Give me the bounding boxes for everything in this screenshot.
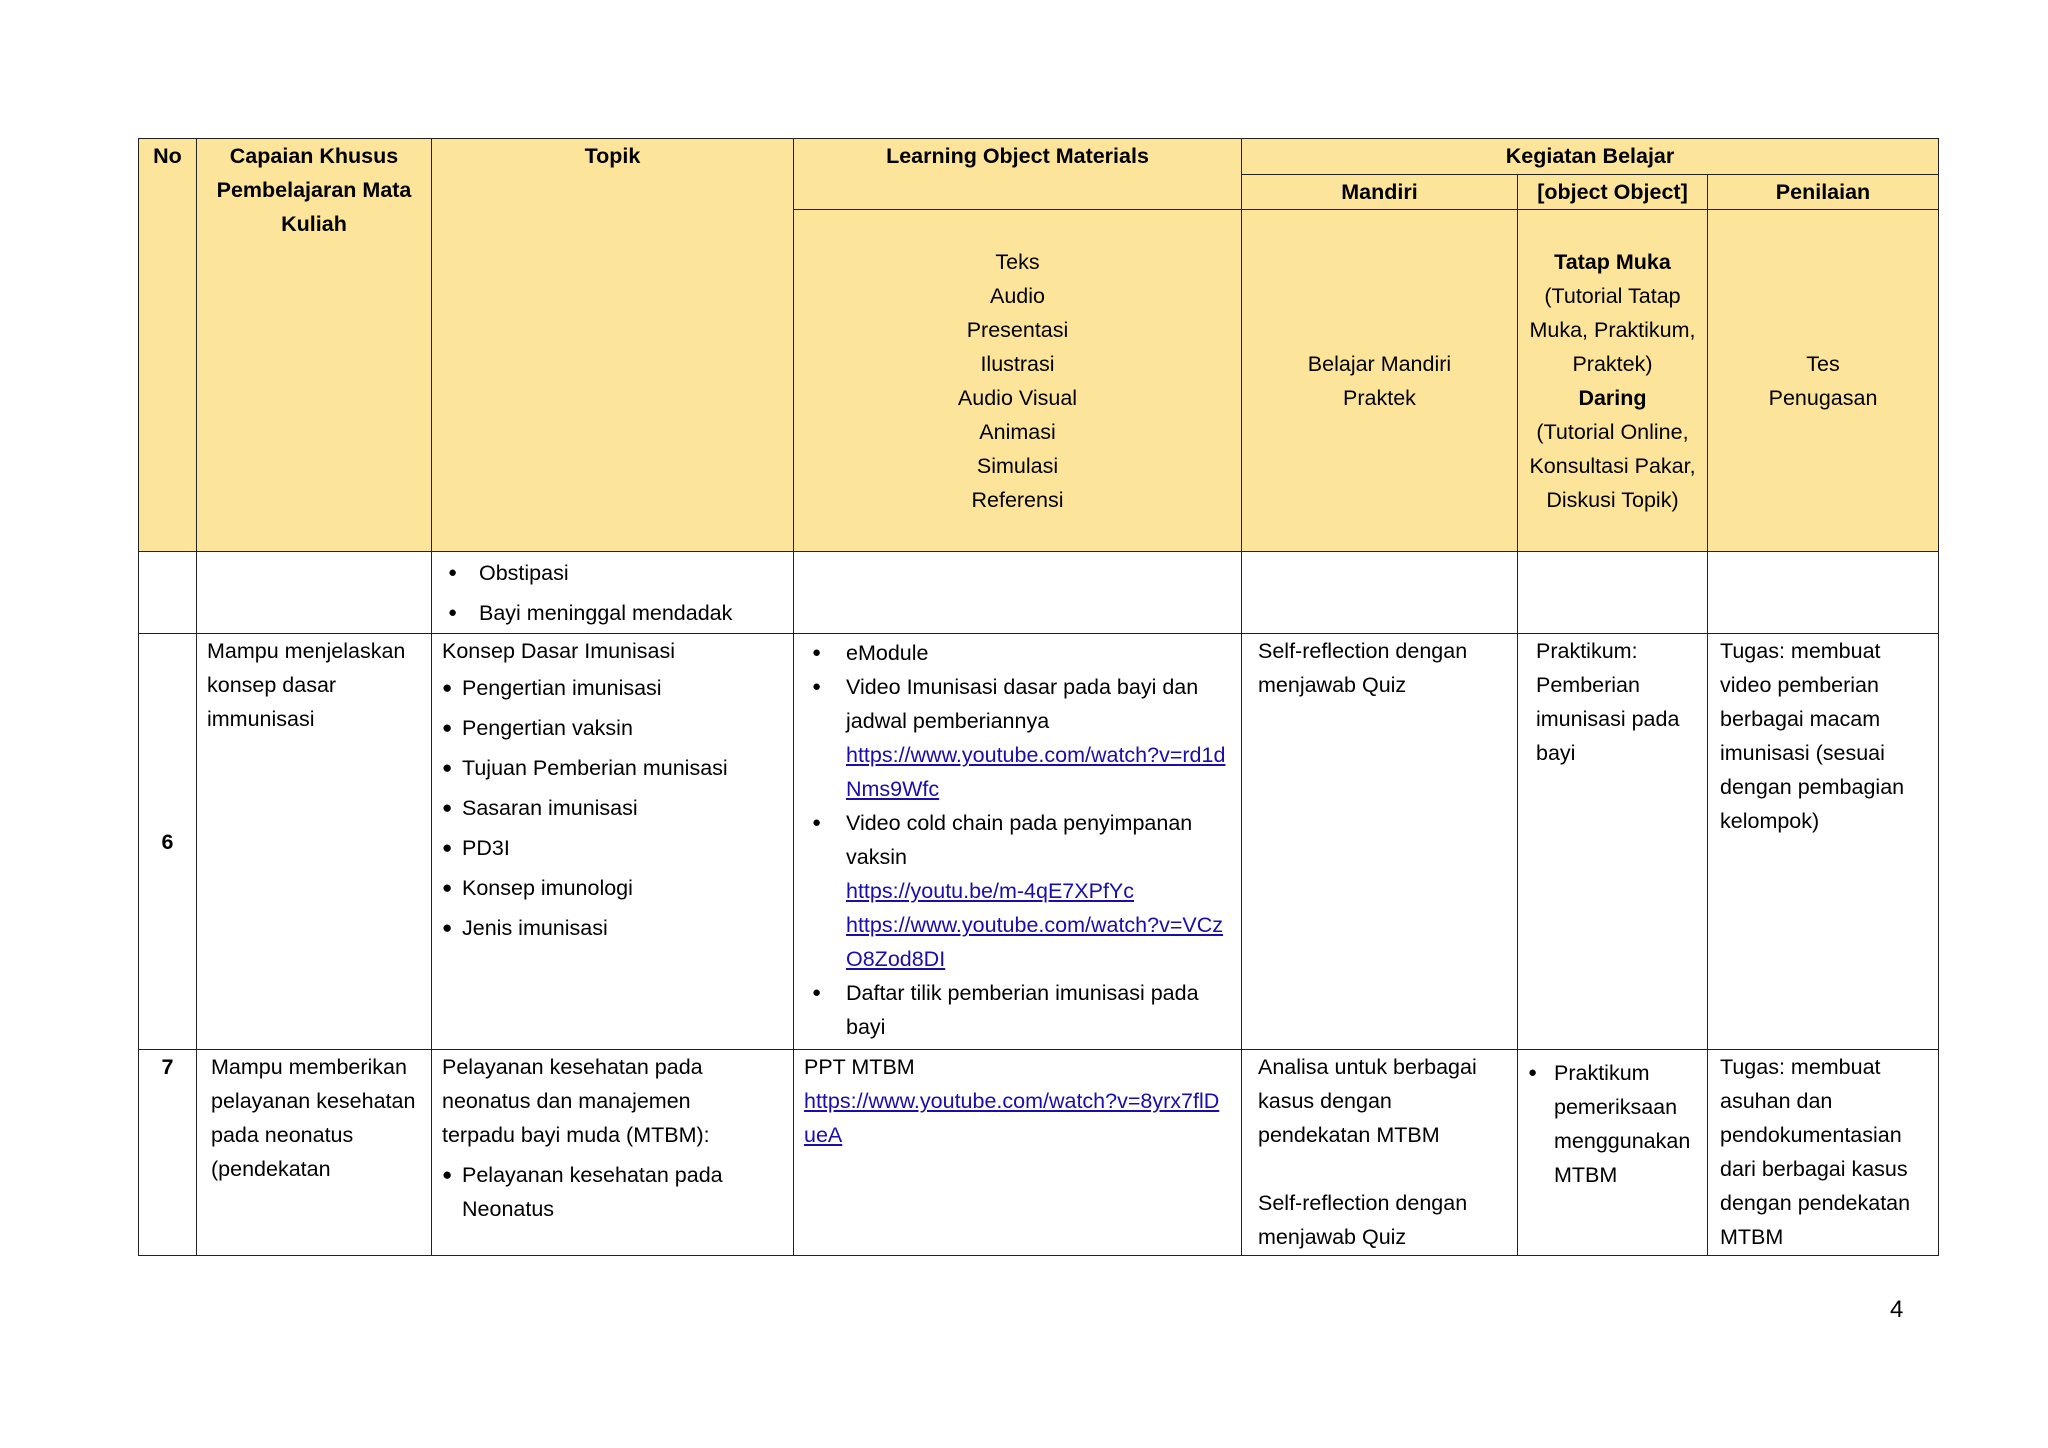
lom-item: Teks [995, 249, 1040, 274]
cell-capaian: Mampu menjelaskan konsep dasar immunisasi [197, 634, 432, 1050]
table-row-6 [139, 634, 1939, 1050]
header-lom-items [794, 210, 1242, 552]
table-row-continued [139, 552, 1939, 634]
cell-capaian [197, 552, 432, 634]
header-topik: Topik [432, 139, 794, 552]
header-no: No [139, 139, 197, 552]
topik-title: Konsep Dasar Imunisasi [442, 639, 676, 663]
cell-lom [794, 1050, 1242, 1256]
tatap-muka-title: Tatap Muka [1554, 249, 1671, 274]
tatap-muka-desc: (Tutorial Tatap Muka, Praktikum, Praktek) [1529, 283, 1696, 376]
header-lom: Learning Object Materials [794, 139, 1242, 210]
header-kegiatan: Kegiatan Belajar [1242, 139, 1939, 175]
topik-list [442, 1158, 783, 1226]
list-item: ● Pengertian vaksin [442, 708, 783, 748]
cell-capaian: Mampu memberikan pelayanan kesehatan pada neonatus (pendekatan [197, 1050, 432, 1256]
table-row-7 [139, 1050, 1939, 1256]
mandiri-item: Praktek [1343, 385, 1416, 410]
list-item: ● Pengertian imunisasi [442, 668, 783, 708]
penilaian-item: Tes [1806, 351, 1840, 376]
cell-penilaian: Tugas: membuat video pemberian berbagai macam imunisasi (sesuai dengan pembagian kelompok) [1708, 634, 1939, 1050]
lom-item: Simulasi [976, 453, 1059, 478]
mandiri-item: Belajar Mandiri [1307, 351, 1452, 376]
cell-no [139, 552, 197, 634]
cell-penilaian [1708, 552, 1939, 634]
cell-mandiri [1242, 1050, 1518, 1256]
topik-list [442, 668, 783, 948]
cell-lom [794, 634, 1242, 1050]
list-item: ● Praktikum pemeriksaan menggunakan MTBM [1522, 1056, 1691, 1192]
lom-item: Animasi [979, 419, 1056, 444]
cell-penilaian: Tugas: membuat asuhan dan pendokumentasian dari berbagai kasus dengan pendekatan MTBM [1708, 1050, 1939, 1256]
lom-item: Audio [990, 283, 1045, 308]
header-capaian: Capaian Khusus Pembelajaran Mata Kuliah [197, 139, 432, 552]
list-item: ● Daftar tilik pemberian imunisasi pada bayi [804, 976, 1231, 1044]
list-item: ● Tujuan Pemberian munisasi [442, 748, 783, 788]
list-item: ● PD3I [442, 828, 783, 868]
header-terbimbing: [object Object] [1518, 175, 1708, 210]
mandiri-text: Self-reflection dengan menjawab Quiz [1258, 1191, 1468, 1249]
video-link[interactable]: https://www.youtube.com/watch?v=VCzO8Zod8DI [846, 913, 1224, 971]
video-link[interactable]: https://www.youtube.com/watch?v=rd1dNms9Wfc [846, 743, 1226, 801]
cell-no: 7 [139, 1050, 197, 1256]
list-item: ● Bayi meninggal mendadak [442, 596, 783, 630]
cell-mandiri [1242, 552, 1518, 634]
video-link[interactable]: https://www.youtube.com/watch?v=8yrx7flDueA [804, 1089, 1220, 1147]
list-item: ● eModule [804, 636, 1231, 670]
cell-terbimbing: Praktikum: Pemberian imunisasi pada bayi [1518, 634, 1708, 1050]
header-penilaian: Penilaian [1708, 175, 1939, 210]
daring-desc: (Tutorial Online, Konsultasi Pakar, Diskusi Topik) [1529, 419, 1696, 512]
header-row-1 [139, 139, 1939, 175]
penilaian-item: Penugasan [1768, 385, 1878, 410]
list-item: ● Konsep imunologi [442, 868, 783, 908]
cell-topik [432, 552, 794, 634]
cell-terbimbing [1518, 1050, 1708, 1256]
list-item [804, 670, 1231, 806]
lom-text: Video Imunisasi dasar pada bayi dan jadwal pemberiannya [846, 675, 1199, 733]
list-item [804, 806, 1231, 976]
daring-title: Daring [1578, 385, 1647, 410]
lom-text: PPT MTBM [804, 1055, 915, 1079]
cell-topik [432, 634, 794, 1050]
lom-text: Video cold chain pada penyimpanan vaksin [846, 811, 1193, 869]
topik-title: Pelayanan kesehatan pada neonatus dan manajemen terpadu bayi muda (MTBM): [442, 1055, 710, 1147]
topik-list [442, 556, 783, 630]
mandiri-text: Analisa untuk berbagai kasus dengan pendekatan MTBM [1258, 1055, 1477, 1147]
cell-no: 6 [139, 634, 197, 1050]
list-item: ● Sasaran imunisasi [442, 788, 783, 828]
lom-item: Referensi [971, 487, 1064, 512]
lom-item: Presentasi [966, 317, 1069, 342]
cell-mandiri: Self-reflection dengan menjawab Quiz [1242, 634, 1518, 1050]
header-mandiri-items [1242, 210, 1518, 552]
lom-list [804, 636, 1231, 1044]
cell-terbimbing [1518, 552, 1708, 634]
cell-lom [794, 552, 1242, 634]
cell-topik [432, 1050, 794, 1256]
rps-table [138, 138, 1939, 1256]
header-terbimbing-detail [1518, 210, 1708, 552]
lom-item: Ilustrasi [980, 351, 1055, 376]
list-item: ● Obstipasi [442, 556, 783, 590]
list-item: ● Jenis imunisasi [442, 908, 783, 948]
video-link[interactable]: https://youtu.be/m-4qE7XPfYc [846, 879, 1135, 903]
lom-item: Audio Visual [957, 385, 1078, 410]
header-penilaian-items [1708, 210, 1939, 552]
list-item: ● Pelayanan kesehatan pada Neonatus [442, 1158, 783, 1226]
page-number: 4 [1890, 1296, 1904, 1323]
terbimbing-list [1528, 1056, 1697, 1192]
header-mandiri: Mandiri [1242, 175, 1518, 210]
